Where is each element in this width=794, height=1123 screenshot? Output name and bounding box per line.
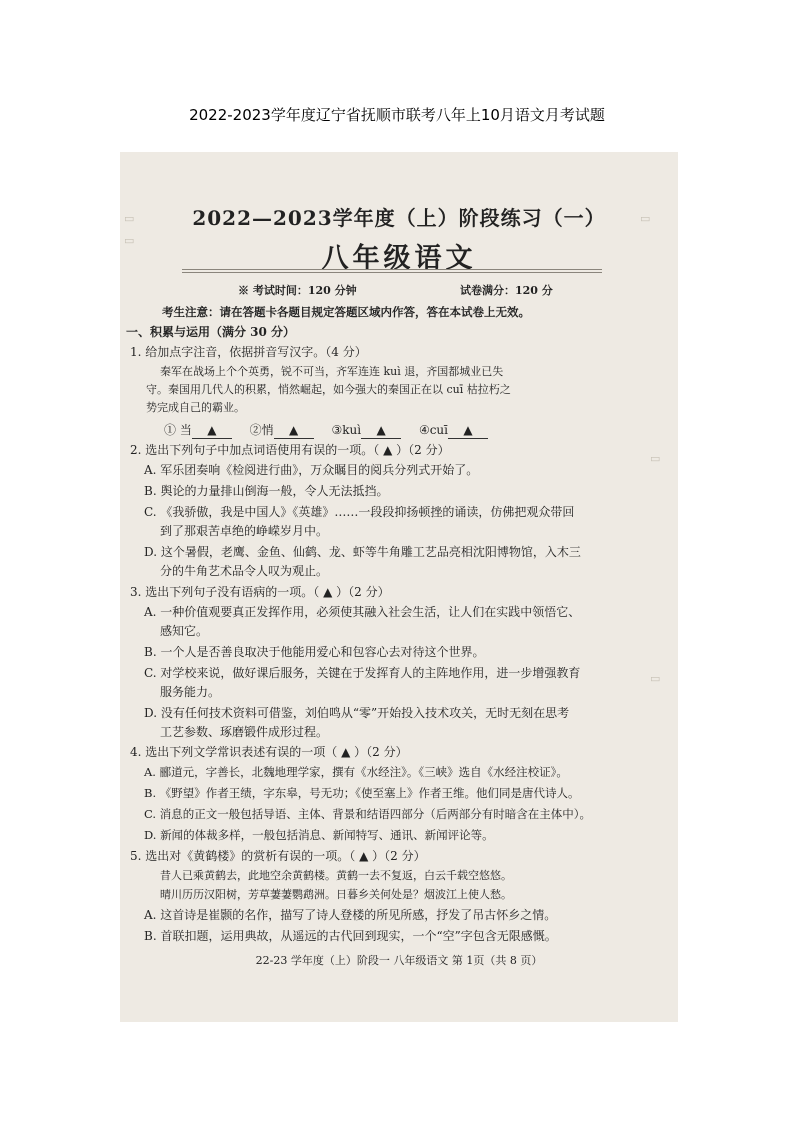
scanned-exam-page bbox=[120, 152, 678, 1022]
document-title: 2022-2023学年度辽宁省抚顺市联考八年上10月语文月考试题 bbox=[189, 106, 605, 124]
exam-time: ※ 考试时间：120 分钟 bbox=[238, 284, 357, 297]
exam-score: 试卷满分：120 分 bbox=[460, 284, 553, 297]
blank-label: ③kuì bbox=[331, 423, 362, 437]
blank-label: ④cuī bbox=[418, 423, 448, 437]
bleed-through-mark: ▭ bbox=[640, 212, 651, 225]
section-heading: 一、积累与运用（满分 30 分） bbox=[126, 325, 296, 339]
exam-subject: 八年级语文 bbox=[321, 243, 477, 274]
bleed-through-mark: ▭ bbox=[650, 452, 661, 465]
option-c-continued: 服务能力。 bbox=[160, 685, 221, 699]
blank-label: ① 当 bbox=[164, 423, 192, 437]
divider bbox=[182, 269, 602, 270]
poem-line: 昔人已乘黄鹤去，此地空余黄鹤楼。黄鹤一去不复返，白云千载空悠悠。 bbox=[160, 869, 512, 882]
option-c: C. 消息的正文一般包括导语、主体、背景和结语四部分（后两部分有时暗含在主体中）。 bbox=[144, 807, 591, 821]
bleed-through-mark: ▭ bbox=[124, 234, 135, 247]
option-a-continued: 感知它。 bbox=[160, 624, 209, 638]
question-1-blanks bbox=[164, 422, 502, 439]
answer-blank: ▲ bbox=[361, 422, 401, 439]
poem-line: 晴川历历汉阳树，芳草萋萋鹦鹉洲。日暮乡关何处是？烟波江上使人愁。 bbox=[160, 888, 512, 901]
answer-blank: ▲ bbox=[448, 422, 488, 439]
option-a: A. 一种价值观要真正发挥作用，必须使其融入社会生活，让人们在实践中领悟它、 bbox=[144, 605, 581, 619]
question-3-stem: 3. 选出下列句子没有语病的一项。（ ▲ ）（2 分） bbox=[130, 585, 390, 599]
question-1-stem: 1. 给加点字注音，依据拼音写汉字。（4 分） bbox=[130, 345, 367, 359]
question-4-stem: 4. 选出下列文学常识表述有误的一项（ ▲ ）（2 分） bbox=[130, 745, 408, 759]
question-1-passage: 秦军在战场上个个英勇，锐不可当，齐军连连 kuì 退，齐国都城业已失 bbox=[160, 365, 504, 378]
exam-notice: 考生注意：请在答题卡各题目规定答题区域内作答，答在本试卷上无效。 bbox=[162, 305, 530, 319]
option-d-continued: 分的牛角艺术品令人叹为观止。 bbox=[160, 564, 329, 578]
option-c: C. 对学校来说，做好课后服务，关键在于发挥育人的主阵地作用，进一步增强教育 bbox=[144, 666, 581, 680]
option-d: D. 这个暑假，老鹰、金鱼、仙鹤、龙、虾等牛角雕工艺品亮相沈阳博物馆，入木三 bbox=[144, 545, 581, 559]
bleed-through-mark: ▭ bbox=[650, 672, 661, 685]
answer-blank: ▲ bbox=[192, 422, 232, 439]
option-b: B. 《野望》作者王绩，字东皋，号无功；《使至塞上》作者王维。他们同是唐代诗人。 bbox=[144, 786, 580, 800]
option-b: B. 首联扣题，运用典故，从遥远的古代回到现实，一个“空”字包含无限感慨。 bbox=[144, 929, 557, 943]
question-1-passage: 势完成自己的霸业。 bbox=[146, 401, 245, 414]
answer-blank: ▲ bbox=[274, 422, 314, 439]
question-2-stem: 2. 选出下列句子中加点词语使用有误的一项。（ ▲ ）（2 分） bbox=[130, 443, 450, 457]
bleed-through-mark: ▭ bbox=[124, 212, 135, 225]
option-b: B. 一个人是否善良取决于他能用爱心和包容心去对待这个世界。 bbox=[144, 645, 485, 659]
blank-label: ②悄 bbox=[249, 423, 274, 437]
question-1-passage: 守。秦国用几代人的积累，悄然崛起，如今强大的秦国正在以 cuī 枯拉朽之 bbox=[146, 383, 511, 396]
page-footer: 22-23 学年度（上）阶段一 八年级语文 第 1页（共 8 页） bbox=[255, 954, 543, 967]
divider bbox=[182, 272, 602, 273]
option-b: B. 舆论的力量排山倒海一般，令人无法抵挡。 bbox=[144, 484, 389, 498]
option-a: A. 郦道元，字善长，北魏地理学家，撰有《水经注》。《三峡》选自《水经注校证》。 bbox=[144, 765, 568, 779]
option-d-continued: 工艺参数、琢磨锻件成形过程。 bbox=[160, 725, 329, 739]
exam-title: 2022—2023学年度（上）阶段练习（一） bbox=[192, 206, 606, 230]
option-c-continued: 到了那艰苦卓绝的峥嵘岁月中。 bbox=[160, 524, 329, 538]
question-5-stem: 5. 选出对《黄鹤楼》的赏析有误的一项。（ ▲ ）（2 分） bbox=[130, 849, 426, 863]
option-a: A. 这首诗是崔颢的名作，描写了诗人登楼的所见所感，抒发了吊古怀乡之情。 bbox=[144, 908, 557, 922]
option-d: D. 新闻的体裁多样，一般包括消息、新闻特写、通讯、新闻评论等。 bbox=[144, 828, 494, 842]
option-c: C. 《我骄傲，我是中国人》《英雄》……一段段抑扬顿挫的诵读，仿佛把观众带回 bbox=[144, 505, 575, 519]
option-d: D. 没有任何技术资料可借鉴，刘伯鸣从“零”开始投入技术攻关，无时无刻在思考 bbox=[144, 706, 570, 720]
option-a: A. 军乐团奏响《检阅进行曲》，万众瞩目的阅兵分列式开始了。 bbox=[144, 463, 479, 477]
